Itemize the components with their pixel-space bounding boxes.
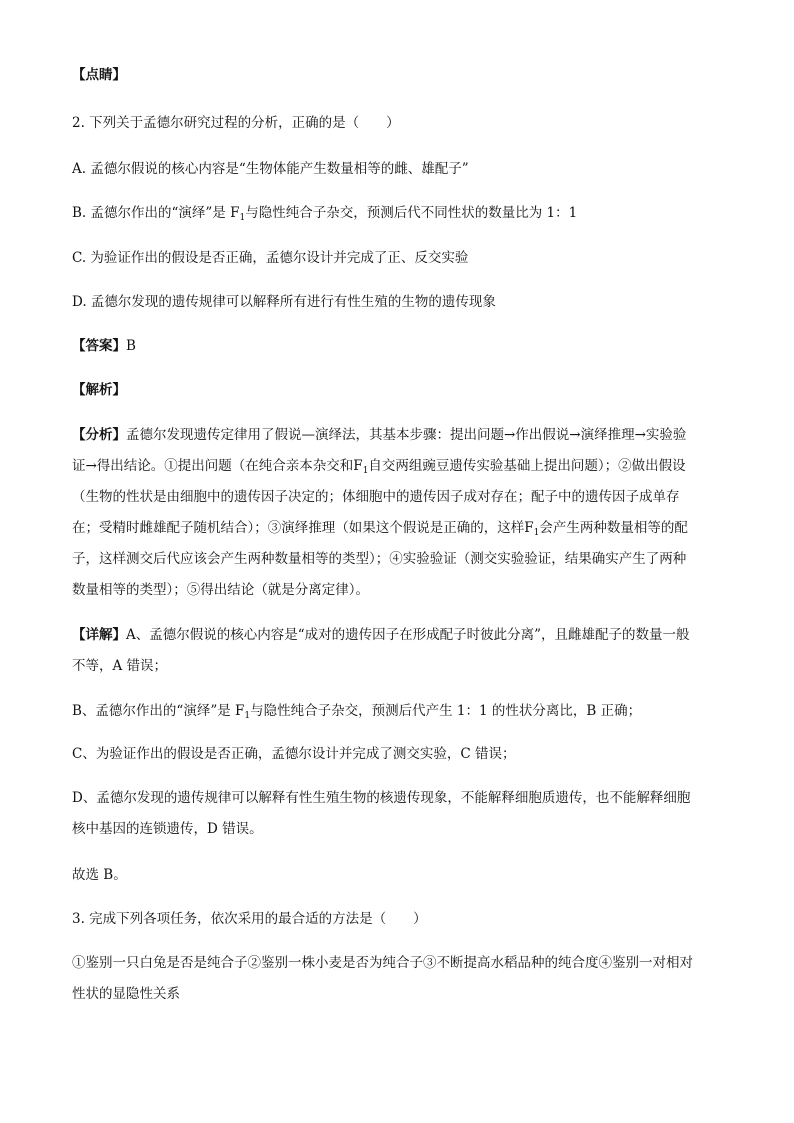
answer-value: B (126, 338, 136, 354)
fenxi-text-2-post: 自交两组豌豆遗传实验基础上提出问题）；②做出假设 (368, 458, 686, 474)
xiangjie-a-text-2: 不等，A 错误； (72, 658, 168, 674)
fenxi-line-5: 子，这样测交后代应该会产生两种数量相等的类型）；④实验验证（测交实验验证，结果确实产生了两种 (72, 551, 687, 567)
guxuan: 故选 B。 (72, 867, 127, 883)
fenxi-line-1 (72, 420, 732, 451)
answer-label: 【答案】 (72, 338, 126, 354)
fenxi-paragraph (72, 420, 732, 606)
question-3-line-2: 性状的显隐性关系 (72, 986, 180, 1002)
xiangjie-d-text-2: 核中基因的连锁遗传，D 错误。 (72, 821, 263, 837)
fenxi-line-3: （生物的性状是由细胞中的遗传因子决定的；体细胞中的遗传因子成对存在；配子中的遗传因子成单存 (72, 489, 680, 505)
fenxi-text-2-pre: 证→得出结论。①提出问题（在纯合亲本杂交和F (72, 458, 363, 474)
xiangjie-a-text-1: A、孟德尔假说的核心内容是“成对的遗传因子在形成配子时彼此分离”，且雌雄配子的数量一般 (126, 627, 690, 643)
fenxi-line-6: 数量相等的类型）；⑤得出结论（就是分离定律）。 (72, 582, 369, 598)
xiangjie-d-text-1: D、孟德尔发现的遗传规律可以解释有性生殖生物的核遗传现象，不能解释细胞质遗传，也不能解释细胞 (72, 790, 691, 806)
option-b-subscript: 1 (239, 213, 246, 223)
xiangjie-b (72, 703, 734, 719)
fenxi-text-1: 孟德尔发现遗传定律用了假说—演绎法，其基本步骤：提出问题→作出假说→演绎推理→实验验 (126, 427, 687, 443)
question-2-stem: 2. 下列关于孟德尔研究过程的分析，正确的是（ ） (72, 115, 400, 131)
option-b-text-pre: B. 孟德尔作出的“演绎”是 F (72, 205, 240, 221)
xiangjie-label: 【详解】 (72, 627, 126, 643)
option-b-text-post: 与隐性纯合子杂交，预测后代不同性状的数量比为 1：1 (245, 205, 578, 221)
xiangjie-b-subscript: 1 (244, 711, 251, 721)
xiangjie-line-1 (72, 620, 732, 651)
xiangjie-b-pre: B、孟德尔作出的“演绎”是 F (72, 703, 245, 719)
fenxi-label: 【分析】 (72, 427, 126, 443)
fenxi-subscript-2: 1 (533, 528, 540, 538)
xiangjie-paragraph-a (72, 620, 732, 682)
question-2-option-d: D. 孟德尔发现的遗传规律可以解释所有进行有性生殖的生物的遗传现象 (72, 294, 496, 310)
question-2-option-a: A. 孟德尔假说的核心内容是“生物体能产生数量相等的雌、雄配子” (72, 161, 469, 177)
answer-line (72, 338, 734, 354)
question-2-option-c: C. 为验证作出的假设是否正确，孟德尔设计并完成了正、反交实验 (72, 250, 469, 266)
fenxi-line-2 (72, 451, 732, 482)
question-3-line-1: ①鉴别一只白兔是否是纯合子②鉴别一株小麦是否为纯合子③不断提高水稻品种的纯合度④鉴别一对相对 (72, 955, 693, 971)
fenxi-text-4-pre: 在；受精时雌雄配子随机结合）；③演绎推理（如果这个假说是正确的，这样F (72, 520, 534, 536)
fenxi-line-4 (72, 513, 732, 544)
fenxi-subscript-1: 1 (362, 466, 369, 476)
xiangjie-b-post: 与隐性纯合子杂交，预测后代产生 1：1 的性状分离比，B 正确； (250, 703, 642, 719)
xiangjie-c: C、为验证作出的假设是否正确，孟德尔设计并完成了测交实验，C 错误； (72, 746, 516, 762)
question-3-items (72, 948, 732, 1010)
question-3-stem: 3. 完成下列各项任务，依次采用的最合适的方法是（ ） (72, 911, 427, 927)
dianjing-label: 【点睛】 (72, 67, 126, 83)
fenxi-text-4-post: 会产生两种数量相等的配 (539, 520, 688, 536)
xiangjie-paragraph-d (72, 783, 732, 845)
jiexi-label: 【解析】 (72, 382, 126, 398)
question-2-option-b (72, 205, 734, 221)
